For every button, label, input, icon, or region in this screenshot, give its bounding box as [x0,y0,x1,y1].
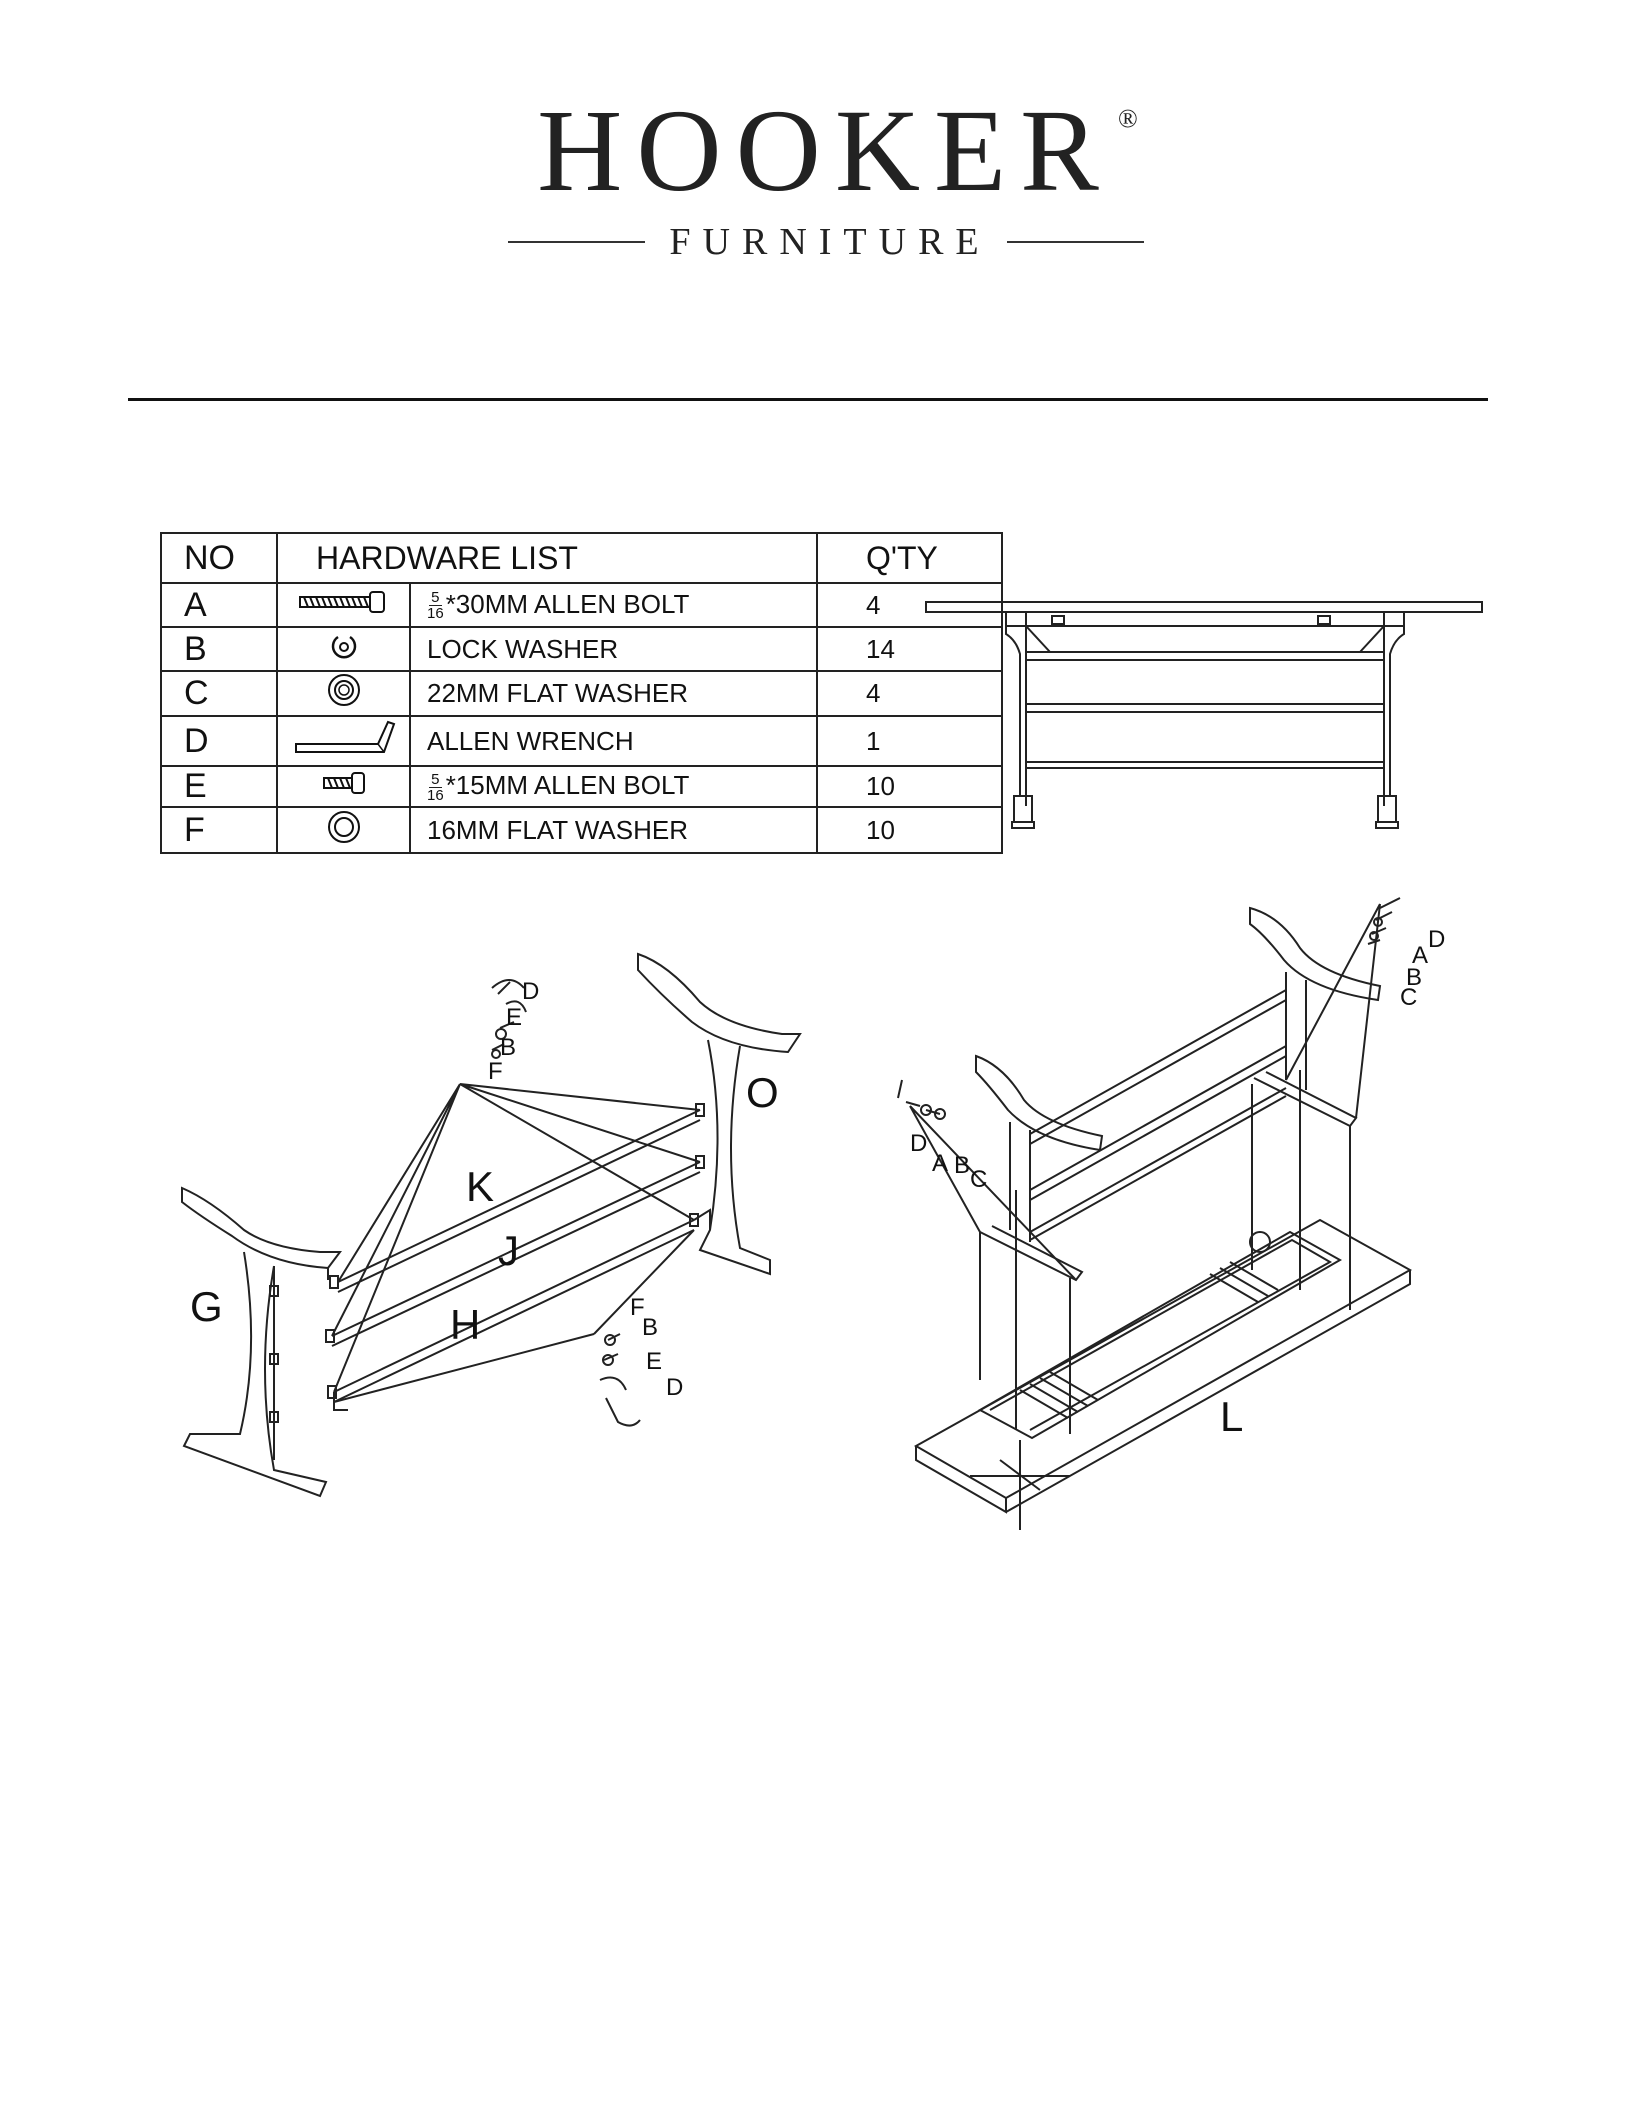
hw-label-b: B [954,1152,971,1179]
flat-washer-icon [277,807,410,853]
row-desc [410,766,817,807]
row-qty: 10 [817,807,1002,853]
row-desc-text: *15MM ALLEN BOLT [445,770,690,801]
fraction-den: 16 [427,605,444,623]
header-hardware-list: HARDWARE LIST [277,533,817,583]
row-desc: LOCK WASHER [410,627,817,671]
table-row [161,766,1002,807]
hw-label-d: D [1428,926,1446,953]
row-desc: ALLEN WRENCH [410,716,817,766]
part-label-g: G [190,1283,223,1330]
row-desc [410,583,817,627]
hardware-table [160,532,1003,854]
hw-label-d: D [666,1374,684,1401]
hw-label-e: E [506,1004,523,1031]
table-row [161,583,1002,627]
allen-wrench-icon [277,716,410,766]
hw-label-d: D [910,1130,928,1157]
hw-label-c: C [970,1166,988,1193]
brand-sub-text: FURNITURE [669,221,991,263]
top-attachment-diagram [880,890,1440,1530]
table-row [161,716,1002,766]
row-no: E [161,766,277,807]
row-desc: 22MM FLAT WASHER [410,671,817,716]
table-row [161,627,1002,671]
fraction [427,772,444,803]
hw-label-b: B [1406,964,1423,991]
part-label-l: L [1220,1393,1244,1440]
hw-label-d: D [522,978,540,1005]
part-label-k: K [466,1163,495,1210]
table-row [161,671,1002,716]
row-qty: 14 [817,627,1002,671]
hw-label-f: F [488,1058,503,1085]
flat-washer-icon [277,671,410,716]
header-qty: Q'TY [817,533,1002,583]
header-divider [128,398,1488,401]
row-qty: 10 [817,766,1002,807]
hw-label-b: B [500,1034,517,1061]
hardware-header-row [161,533,1002,583]
row-no: C [161,671,277,716]
table-front-elevation [920,596,1490,844]
hw-label-c: C [1400,984,1418,1011]
hw-label-a: A [932,1150,949,1177]
hw-label-e: E [646,1348,663,1375]
brand-sub-logo [508,222,1144,262]
row-no: D [161,716,277,766]
row-qty: 4 [817,671,1002,716]
brand-logo: HOOKER [537,85,1113,216]
fraction-den: 16 [427,786,444,804]
part-label-j: J [498,1227,519,1274]
row-qty: 1 [817,716,1002,766]
hw-label-f: F [630,1294,645,1321]
fraction-num: 5 [431,589,440,607]
header-no: NO [161,533,277,583]
part-label-o: O [746,1069,779,1116]
row-no: B [161,627,277,671]
logo-rule-left [508,241,645,243]
table-row [161,807,1002,853]
short-bolt-icon [277,766,410,807]
logo-rule-right [1007,241,1144,243]
registered-mark: ® [1118,104,1138,133]
row-desc-text: *30MM ALLEN BOLT [445,588,690,619]
row-desc: 16MM FLAT WASHER [410,807,817,853]
row-no: F [161,807,277,853]
long-bolt-icon [277,583,410,627]
fraction [427,590,444,621]
part-label-h: H [450,1301,481,1348]
hw-label-a: A [1412,942,1429,969]
fraction-num: 5 [431,770,440,788]
hw-label-b: B [642,1314,659,1341]
row-no: A [161,583,277,627]
lock-washer-icon [277,627,410,671]
row-qty: 4 [817,583,1002,627]
